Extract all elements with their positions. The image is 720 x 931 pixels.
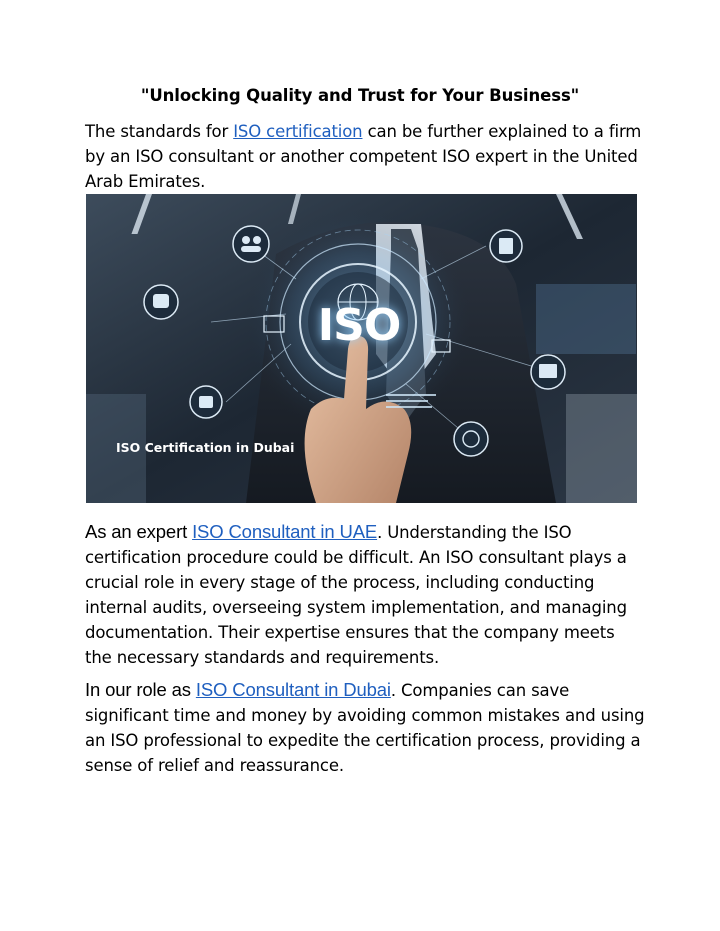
role-dot: .: [390, 679, 396, 700]
iso-certification-link[interactable]: ISO certification: [233, 122, 363, 141]
globe-icon: [454, 422, 488, 456]
iso-consultant-uae-link[interactable]: ISO Consultant in UAE: [192, 521, 378, 542]
role-lead: In our role as: [85, 679, 196, 700]
image-caption: ISO Certification in Dubai: [116, 440, 295, 455]
intro-text-after: can be further explained to a firm by an ISO consultant or another competent ISO expert in the United Arab Emirates.: [85, 122, 642, 191]
intro-text-before: The standards for: [85, 122, 234, 141]
expert-dot: .: [377, 521, 383, 542]
document-title: "Unlocking Quality and Trust for Your Business": [140, 86, 580, 105]
people-icon: [233, 226, 269, 262]
expert-lead: As an expert: [85, 521, 193, 542]
expert-paragraph: [85, 519, 645, 670]
iso-consultant-dubai-link[interactable]: ISO Consultant in Dubai: [195, 679, 391, 700]
role-text: Companies can save significant time and money by avoiding common mistakes and using an ISO professional to expedite the certification process, providing a sense of relief and reassurance.: [85, 681, 645, 775]
iso-badge-text: ISO: [317, 300, 401, 351]
intro-paragraph: [85, 119, 645, 194]
hero-image: [86, 194, 637, 503]
role-paragraph: [85, 677, 645, 778]
expert-text: Understanding the ISO certification procedure could be difficult. An ISO consultant plays a crucial role in every stage of the process, including conducting internal audits, overseeing system implementation, and managing documentation. Their expertise ensures that the company meets the necessary standards and requirements.: [85, 523, 627, 667]
